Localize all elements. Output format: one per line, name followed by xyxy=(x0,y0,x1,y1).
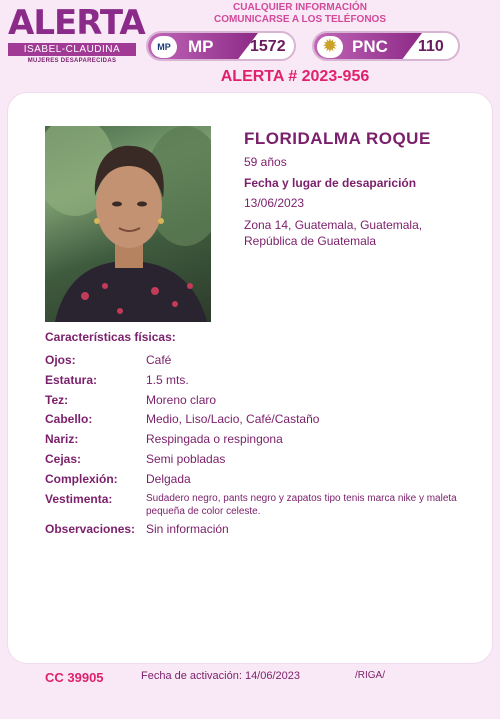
characteristic-label: Ojos: xyxy=(45,353,76,367)
characteristic-label: Tez: xyxy=(45,392,69,407)
contact-title xyxy=(185,2,415,26)
disappearance-date: 13/06/2023 xyxy=(244,196,305,210)
logo-subtitle: MUJERES DESAPARECIDAS xyxy=(27,58,117,64)
characteristic-value: Sudadero negro, pants negro y zapatos tipo tenis marca nike y maleta pequeña de color celeste. xyxy=(146,492,457,517)
phone-org-mp: MP xyxy=(188,37,214,56)
disappearance-label: Fecha y lugar de desaparición xyxy=(244,176,417,190)
mp-emblem-icon: MP xyxy=(151,36,177,58)
logo-title: ALERTA xyxy=(8,3,145,43)
phone-org-pnc: PNC xyxy=(352,37,388,56)
characteristic-value: Semi pobladas xyxy=(146,451,226,466)
characteristic-row-hair xyxy=(45,412,475,432)
characteristic-value: Delgada xyxy=(146,471,191,486)
logo-name: ISABEL-CLAUDINA xyxy=(8,43,136,56)
characteristic-label: Cabello: xyxy=(45,412,93,427)
characteristic-value: Moreno claro xyxy=(146,392,217,407)
contact-line-2: COMUNICARSE A LOS TELÉFONOS xyxy=(213,14,387,25)
characteristic-label: Cejas: xyxy=(45,451,82,466)
person-photo xyxy=(45,126,211,322)
case-code: CC 39905 xyxy=(45,670,104,685)
characteristic-value: Medio, Liso/Lacio, Café/Castaño xyxy=(146,412,320,427)
disappearance-place: Zona 14, Guatemala, Guatemala, República de Guatemala xyxy=(244,218,423,248)
characteristic-value: Sin información xyxy=(146,521,229,536)
phone-pill-mp[interactable] xyxy=(146,31,296,61)
characteristics-title: Características físicas: xyxy=(45,330,176,344)
characteristic-value: Respingada o respingona xyxy=(146,432,283,447)
characteristic-row-height xyxy=(45,373,475,393)
characteristic-value: Café xyxy=(146,353,172,367)
characteristic-label: Complexión: xyxy=(45,471,118,486)
agency-code: /RIGA/ xyxy=(355,670,386,681)
characteristic-row-build xyxy=(45,472,475,492)
missing-person-card xyxy=(7,92,493,664)
characteristic-label: Vestimenta: xyxy=(45,491,113,506)
characteristic-row-eyebrows xyxy=(45,452,475,472)
phone-pill-pnc[interactable] xyxy=(312,31,460,61)
phone-number-mp: 1572 xyxy=(250,38,286,55)
characteristic-value: 1.5 mts. xyxy=(146,372,189,387)
phone-number-pnc: 110 xyxy=(418,38,444,55)
characteristic-row-nose xyxy=(45,432,475,452)
pnc-badge-icon: ✹ xyxy=(317,36,343,58)
characteristic-row-eyes xyxy=(45,353,475,373)
alerta-logo xyxy=(8,3,145,65)
person-age: 59 años xyxy=(244,155,287,169)
alert-number: ALERTA # 2023-956 xyxy=(220,68,370,85)
person-photo-illustration xyxy=(45,126,211,322)
characteristic-label: Nariz: xyxy=(45,432,79,447)
person-name: FLORIDALMA ROQUE xyxy=(244,129,431,148)
characteristic-row-complexion-tone xyxy=(45,393,475,413)
characteristic-label: Estatura: xyxy=(45,372,98,387)
contact-line-1: CUALQUIER INFORMACIÓN xyxy=(233,2,367,13)
characteristics-list xyxy=(45,353,475,541)
characteristic-label: Observaciones: xyxy=(45,521,136,536)
characteristic-row-clothing xyxy=(45,492,475,522)
characteristic-row-observations xyxy=(45,522,475,542)
activation-date: Fecha de activación: 14/06/2023 xyxy=(141,670,301,682)
